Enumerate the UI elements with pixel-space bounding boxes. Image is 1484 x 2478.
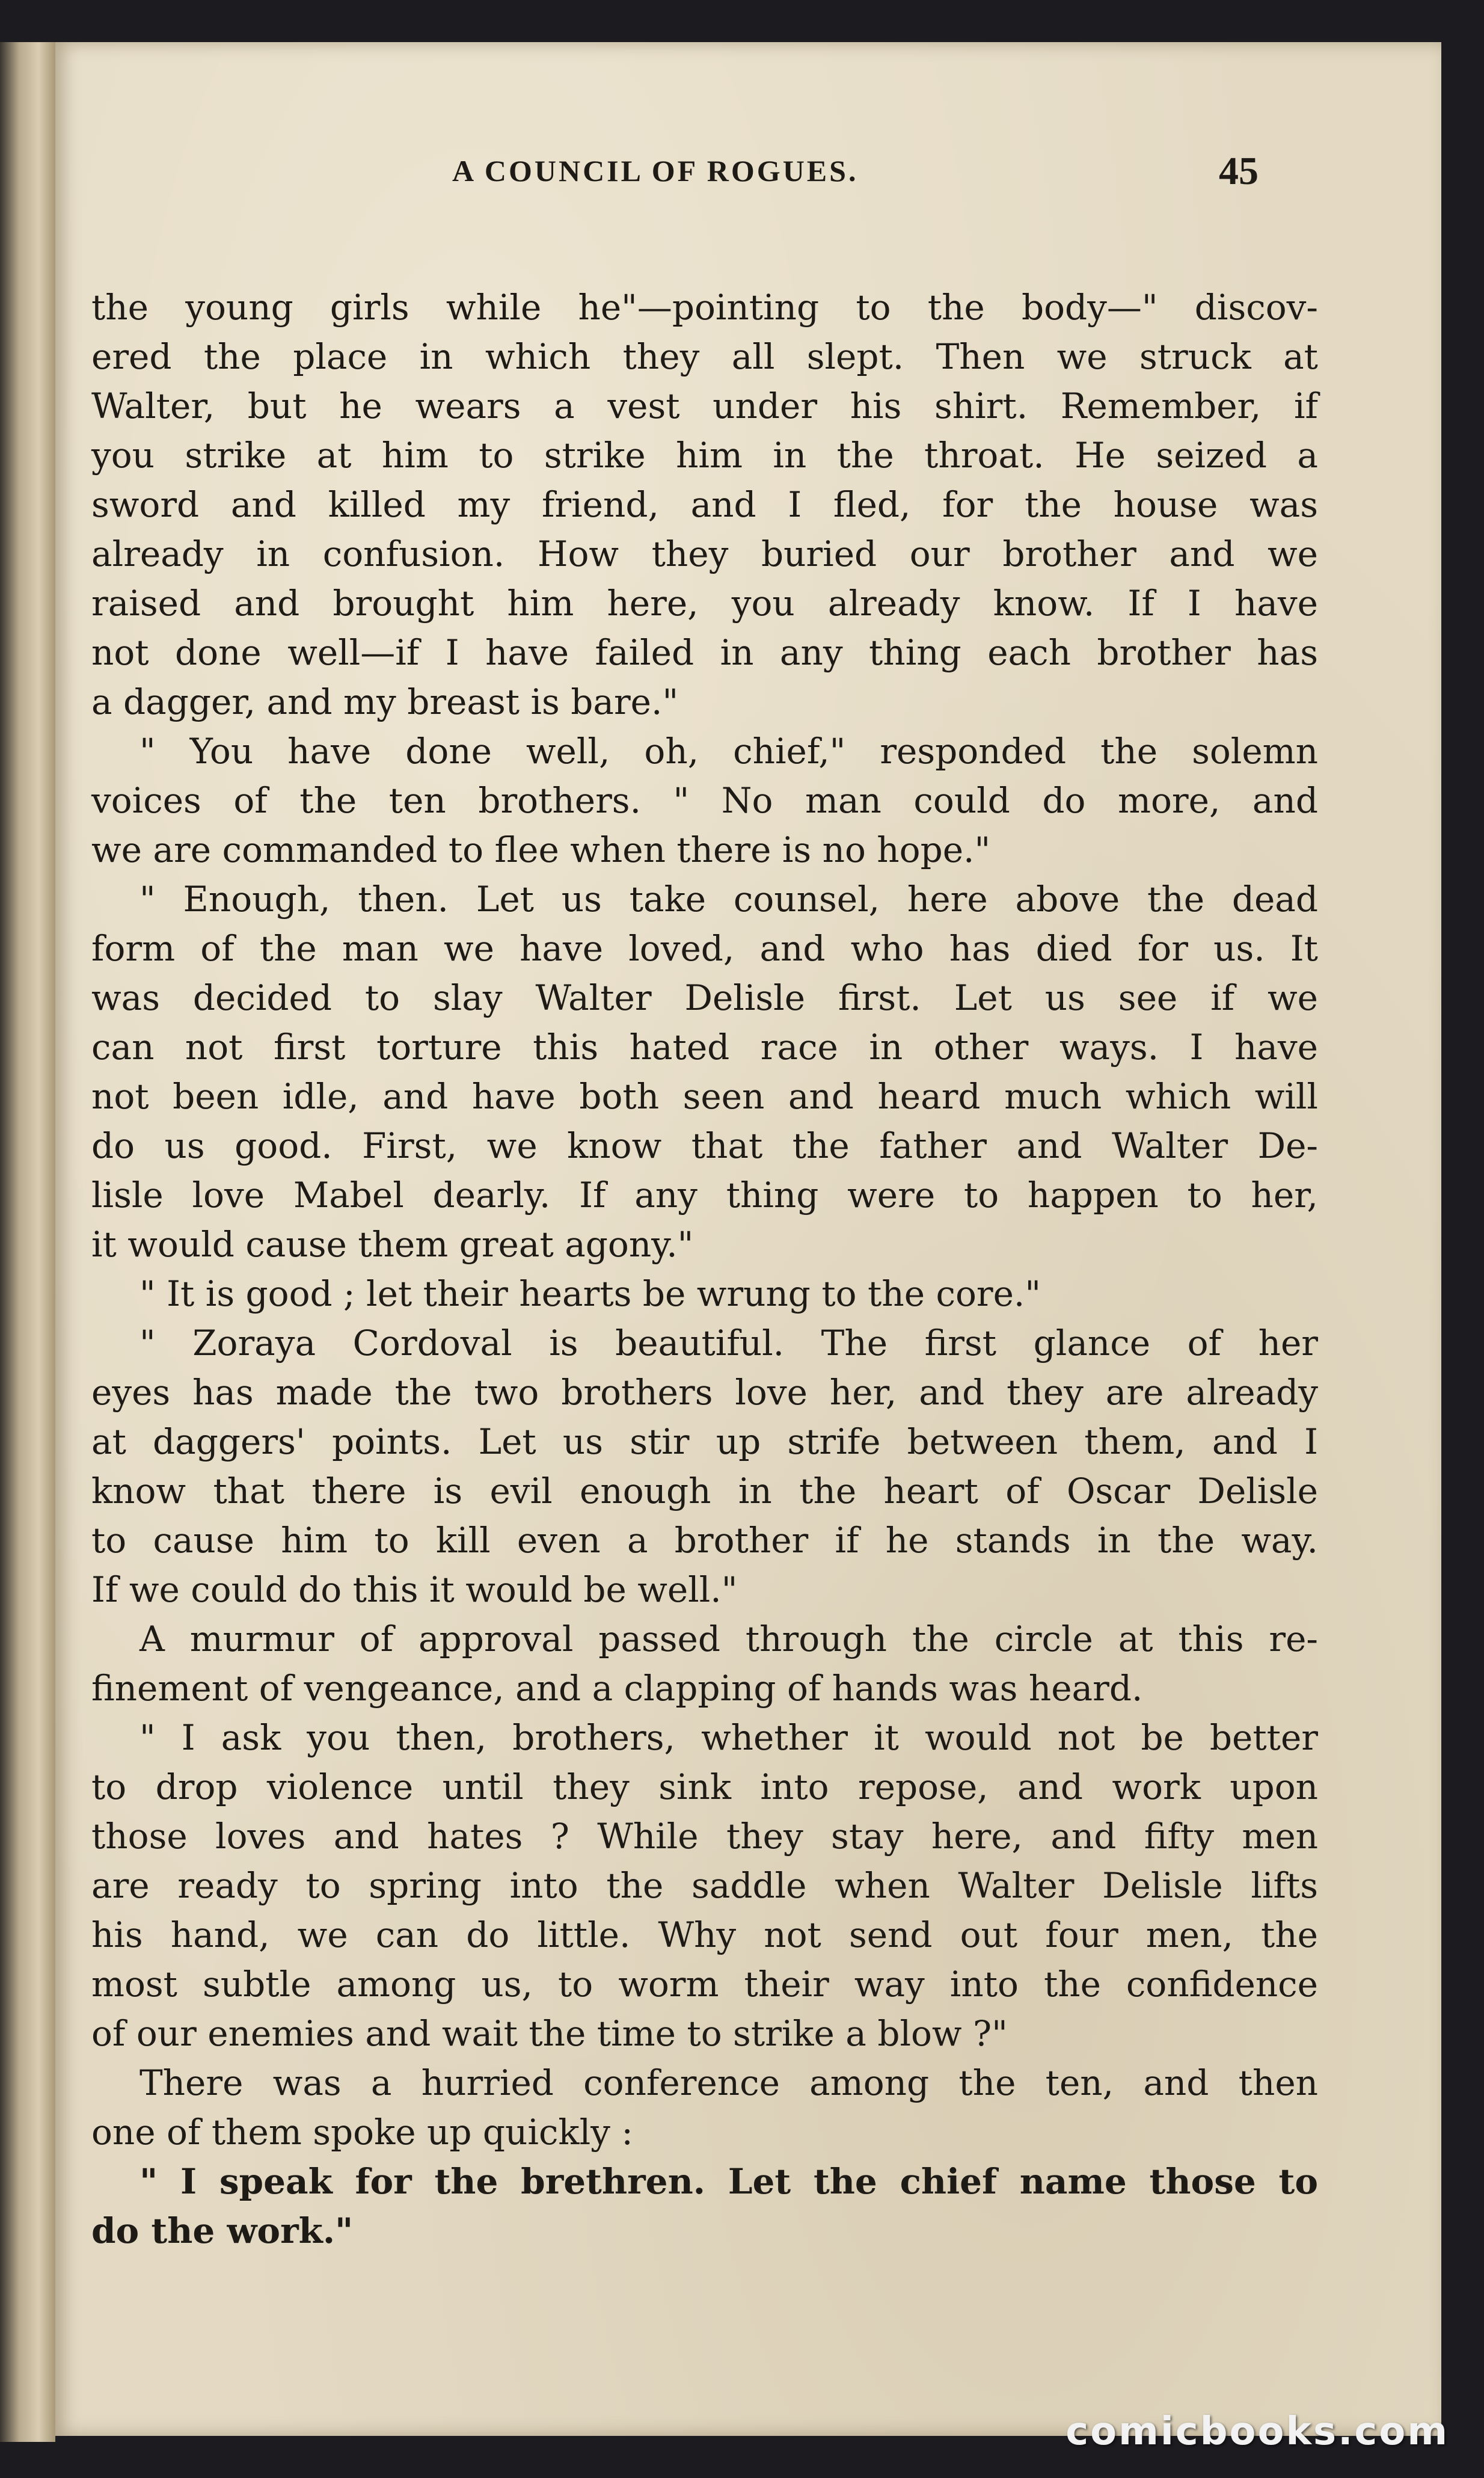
text-line: " It is good ; let their hearts be wrung to the core." — [140, 1273, 1041, 1314]
text-line: not been idle, and have both seen and heard much which will — [91, 1076, 1318, 1117]
text-line: not done well—if I have failed in any thing each brother has — [91, 632, 1318, 673]
text-line: " Enough, then. Let us take counsel, here above the dead — [140, 879, 1318, 920]
text-line: " Zoraya Cordoval is beautiful. The first glance of her — [140, 1323, 1318, 1364]
text-line: form of the man we have loved, and who has died for us. It — [91, 928, 1318, 969]
text-line: of our enemies and wait the time to strike a blow ?" — [91, 2013, 1008, 2054]
text-line: If we could do this it would be well." — [91, 1569, 738, 1610]
book-spine-edge — [0, 42, 55, 2442]
text-line: lisle love Mabel dearly. If any thing were to happen to her, — [91, 1175, 1318, 1216]
text-line: we are commanded to flee when there is no hope." — [91, 829, 991, 870]
text-line: to cause him to kill even a brother if he stands in the way. — [91, 1520, 1318, 1561]
text-line: do the work." — [91, 2210, 354, 2251]
book-page — [55, 42, 1441, 2436]
running-title: A COUNCIL OF ROGUES. — [452, 154, 859, 188]
text-line: one of them spoke up quickly : — [91, 2112, 633, 2153]
text-line: was decided to slay Walter Delisle first. Let us see if we — [91, 977, 1318, 1018]
text-line: voices of the ten brothers. " No man could do more, and — [91, 780, 1318, 821]
page-text-body — [91, 283, 1318, 2255]
text-line: to drop violence until they sink into repose, and work upon — [91, 1766, 1318, 1807]
text-line: at daggers' points. Let us stir up strife between them, and I — [91, 1421, 1318, 1462]
text-line: finement of vengeance, and a clapping of hands was heard. — [91, 1668, 1143, 1709]
text-line: know that there is evil enough in the heart of Oscar Delisle — [91, 1471, 1318, 1511]
text-line: the young girls while he"—pointing to the body—" discov- — [91, 287, 1318, 328]
text-line: those loves and hates ? While they stay here, and fifty men — [91, 1816, 1318, 1857]
text-line: his hand, we can do little. Why not send out four men, the — [91, 1914, 1318, 1955]
text-line: already in confusion. How they buried our brother and we — [91, 533, 1318, 574]
page-number: 45 — [1219, 149, 1259, 193]
text-line: sword and killed my friend, and I fled, for the house was — [91, 484, 1318, 525]
text-line: you strike at him to strike him in the throat. He seized a — [91, 435, 1318, 476]
text-line: most subtle among us, to worm their way into the confidence — [91, 1964, 1318, 2005]
text-line: There was a hurried conference among the ten, and then — [140, 2062, 1318, 2103]
text-line: ered the place in which they all slept. Then we struck at — [91, 336, 1318, 377]
text-line: eyes has made the two brothers love her, and they are already — [91, 1372, 1318, 1413]
text-line: are ready to spring into the saddle when Walter Delisle lifts — [91, 1865, 1318, 1906]
site-watermark: comicbooks.com — [1065, 2409, 1449, 2454]
text-line: raised and brought him here, you already know. If I have — [91, 583, 1318, 624]
text-line: can not first torture this hated race in other ways. I have — [91, 1027, 1318, 1068]
text-line: " I speak for the brethren. Let the chief name those to — [140, 2161, 1318, 2202]
text-line: A murmur of approval passed through the circle at this re- — [140, 1619, 1318, 1659]
text-line: do us good. First, we know that the father and Walter De- — [91, 1125, 1318, 1166]
text-line: " You have done well, oh, chief," responded the solemn — [140, 731, 1318, 772]
text-line: a dagger, and my breast is bare." — [91, 681, 679, 722]
text-line: it would cause them great agony." — [91, 1224, 694, 1265]
text-line: " I ask you then, brothers, whether it would not be better — [140, 1717, 1318, 1758]
running-head — [55, 149, 1441, 201]
text-line: Walter, but he wears a vest under his shirt. Remember, if — [91, 386, 1318, 426]
